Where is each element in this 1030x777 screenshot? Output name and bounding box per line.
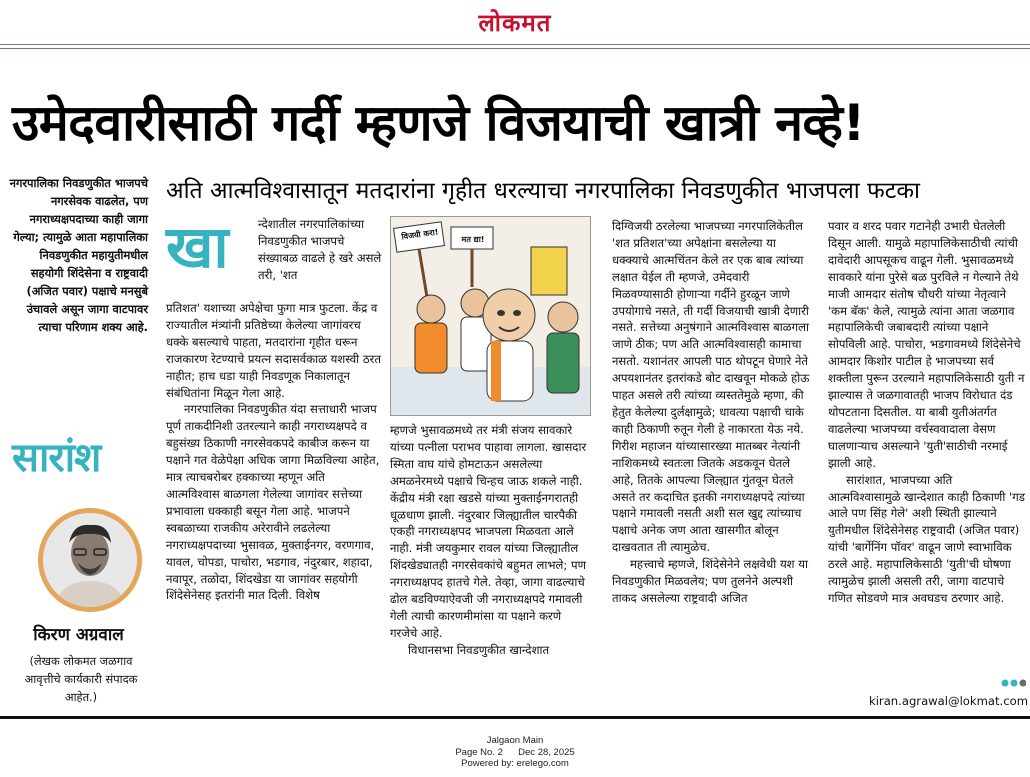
column-1-paragraph-2: नगरपालिका निवडणुकीत यंदा सत्ताधारी भाजप पूर्ण ताकदीनिशी उतरल्याने काही नगराध्यक्षपदे व बहुसंख्य ठिकाणी नगरसेवकपदे काबीज करून या पक्षाने गत वेळेपेक्षा अधिक जागा मिळविल्या आहेत, मात्र त्याचबरोबर हक्काच्या म्हणून अति आत्मविश्वास बाळगला गेलेल्या जागांवर सत्तेच्या प्रभावाला धक्काही बसून गेला आहे. भाजपने स्वबळाच्या राजकीय अरेरावीने लढलेल्या नगराध्यक्षपदाच्या भुसावळ, मुक्ताईनगर, वरणगाव, यावल, चोपडा, पाचोरा, भडगाव, नंदुरबार, शहादा, नवापूर, तळोदा, शिंदखेडा या जागांवर सहयोगी शिंदेसेनेसह इतरांनी मात दिली. विशेष	[166, 402, 380, 603]
political-cartoon-icon	[391, 217, 590, 415]
article-bottom-rule	[0, 716, 1030, 719]
column-4-paragraph-2: सारांशात, भाजपच्या अति आत्मविश्वासामुळे खान्देशात काही ठिकाणी 'गड आले पण सिंह गेले' अशी स्थिती झाल्याने युतीमधील शिंदेसेनेसह राष्ट्रवादी (अजित पवार) यांची 'बार्गेनिंग पॉवर' वाढून जाणे स्वाभाविक ठरले आहे. महापालिकेसाठी 'युती'ची घोषणा त्यामुळेच झाली असली तरी, जागा वाटपाचे गणित सोडवणे मात्र अवघडच ठरणार आहे.	[828, 472, 1025, 605]
column-1-intro-text: न्देशातील नगरपालिकांच्या निवडणुकीत भाजपचे संख्याबळ वाढले हे खरे असले तरी, 'शत	[258, 217, 382, 282]
masthead-rule	[0, 44, 1030, 45]
column-4-paragraph-1: पवार व शरद पवार गटानेही उभारी घेतलेली दिसून आली. यामुळे महापालिकेसाठीची त्यांची दावेदारी आपसूकच वाढून गेली. भुसावळमध्ये सावकारे यांना पुरेसे बळ पुरविले न गेल्याने तेथे माजी आमदार संतोष चौधरी यांच्या नेतृत्वाने 'कम बॅक' केले, त्यामुळे त्यांना आता जळगाव महापालिकेची जबाबदारी त्यांच्या पक्षाने सोपविली आहे. पाचोरा, भडगावमध्ये शिंदेसेनेचे आमदार किशोर पाटील हे भाजपच्या सर्व शक्तीला पुरून उरल्याने महापालिकेसाठी युती न झाल्यास ते जळगावातही भाजप विरोधात दंड थोपटताना दिसतील. या बाबी युतीअंतर्गत वाढलेल्या भाजपच्या वर्चस्ववादाला वेसण घालणाऱ्याच असल्याने 'युती'साठीची नरमाई झाली आहे.	[828, 219, 1025, 470]
cartoon-sign-right: मत द्या!	[461, 235, 485, 244]
masthead	[0, 0, 1030, 48]
column-1-paragraph-1: प्रतिशत' यशाच्या अपेक्षेचा फुगा मात्र फुटला. केंद्र व राज्यातील मंत्र्यांनी प्रतिष्ठेच्या केलेल्या जागांवरच धक्के बसल्याचे पाहता, मतदारांना गृहीत धरून राजकारण रेटण्याचे प्रयत्न सदासर्वकाळ यशस्वी ठरत नाहीत; हाच धडा याही निवडणूक निकालातून संबंधितांना मिळून गेला आहे.	[166, 301, 381, 400]
page-footer	[380, 735, 650, 770]
dropcap: खा	[166, 213, 229, 281]
cartoon-illustration	[390, 216, 591, 416]
column-3	[612, 218, 810, 607]
article-headline: उमेदवारीसाठी गर्दी म्हणजे विजयाची खात्री नव्हे!	[12, 94, 865, 152]
column-3-paragraph-1: दिग्विजयी ठरलेल्या भाजपच्या नगरपालिकेतील 'शत प्रतिशत'च्या अपेक्षांना बसलेल्या या धक्क्याचे आत्मचिंतन केले तर एक बाब त्यांच्या लक्षात येईल ती म्हणजे, उमेदवारी मिळवण्यासाठी होणाऱ्या गर्दीने हुरळून जाणे उपयोगाचे नसते, ती गर्दी विजयाची खात्री देणारी नसते. सत्तेच्या अनुषंगाने आत्मविश्वास बाळगला जाणे ठीक; पण अति आत्मविश्वासही कामाचा नसतो. यशानंतर आपली पाठ थोपटून घेणारे नेते अपयशानंतर इतरांकडे बोट दाखवून मोकळे होऊ पाहत असले तरी त्यांच्या व्यस्ततेमुळे म्हणा, की हेतुत केलेल्या दुर्लक्षामुळे; धावत्या पक्षाची चाके काही ठिकाणी रुतून गेली हे नाकारता येऊ नये. गिरीश महाजन यांच्यासारख्या मातब्बर नेत्यांनी नाशिकमध्ये स्वतःला जितके अडकवून घेतले आहे, तितके आपल्या जिल्ह्यात गुंतवून घेतले असते तर कदाचित इतकी नगराध्यक्षपदे त्यांच्या पक्षाने गमावली नसती अशी सल खुद्द त्यांच्याच पक्षाचे अनेक जण आता खासगीत बोलून दाखवतात ती त्यामुळेच.	[612, 219, 810, 555]
column-4	[828, 218, 1026, 607]
footer-powered: Powered by: erelego.com	[461, 758, 569, 769]
column-3-paragraph-2: महत्त्वाचे म्हणजे, शिंदेसेनेने लक्षवेधी यश या निवडणुकीत मिळवलेय; पण तुलनेने अल्पशी ताकद असलेल्या राष्ट्रवादी अजित	[612, 557, 808, 605]
footer-edition: Jalgaon Main	[486, 735, 544, 746]
column-1	[166, 300, 382, 604]
footer-page-date	[380, 747, 650, 759]
footer-date: Dec 28, 2025	[518, 746, 575, 758]
author-note: (लेखक लोकमत जळगाव आवृत्तीचे कार्यकारी संपादक आहेत.)	[24, 654, 138, 704]
article-summary: नगरपालिका निवडणुकीत भाजपचे नगरसेवक वाढलेत, पण नगराध्यक्षपदाच्या काही जागा गेल्या; त्यामुळे आता महापालिका निवडणुकीत महायुतीमधील सहयोगी शिंदेसेना व राष्ट्रवादी (अजित पवार) पक्षाचे मनसुबे उंचावले असून जागा वाटपावर त्याचा परिणाम शक्य आहे.	[9, 176, 148, 334]
column-2-paragraph-2: विधानसभा निवडणुकीत खान्देशात	[408, 642, 550, 657]
cartoon-sign-left: विजयी करा!	[401, 227, 439, 242]
article-subheadline: अति आत्मविश्वासातून मतदारांना गृहीत धरल्याचा नगरपालिका निवडणुकीत भाजपला फटका	[166, 178, 921, 204]
author-photo	[38, 508, 142, 612]
newspaper-logo: लोकमत	[478, 8, 552, 37]
column-label-text: सारांश	[12, 435, 101, 481]
masthead-rule-2	[0, 48, 1030, 49]
author-email: kiran.agrawal@lokmat.com	[869, 694, 1028, 708]
column-2	[390, 422, 591, 659]
footer-page: Page No. 2	[455, 746, 503, 758]
end-dots-icon	[974, 678, 1026, 688]
author-name: किरण अग्रवाल	[33, 625, 124, 645]
column-label	[12, 430, 147, 486]
column-1-intro	[258, 216, 382, 284]
column-2-paragraph-1: म्हणजे भुसावळमध्ये तर मंत्री संजय सावकारे यांच्या पत्नीला पराभव पाहावा लागला. खासदार स्मिता वाघ यांचे होमटाऊन असलेल्या अमळनेरमध्ये पक्षाचे चिन्हच जाऊ शकले नाही. केंद्रीय मंत्री रक्षा खडसे यांच्या मुक्ताईनगरातही धूळधाण झाली. नंदुरबार जिल्ह्यातील चारपैकी एकही नगराध्यक्षपद भाजपला मिळवता आले नाही. मंत्री जयकुमार रावल यांच्या जिल्ह्यातील शिंदखेड्यातही नगरसेवकांचे बहुमत लाभले; पण नगराध्यक्षपद हातचे गेले. तेव्हा, जागा वाढल्याचे ढोल बडविण्याऐवजी जी नगराध्यक्षपदे गमावली गेली त्याची कारणमीमांसा या पक्षाने करणे गरजेचे आहे.	[390, 423, 587, 640]
author-portrait-icon	[43, 513, 137, 607]
